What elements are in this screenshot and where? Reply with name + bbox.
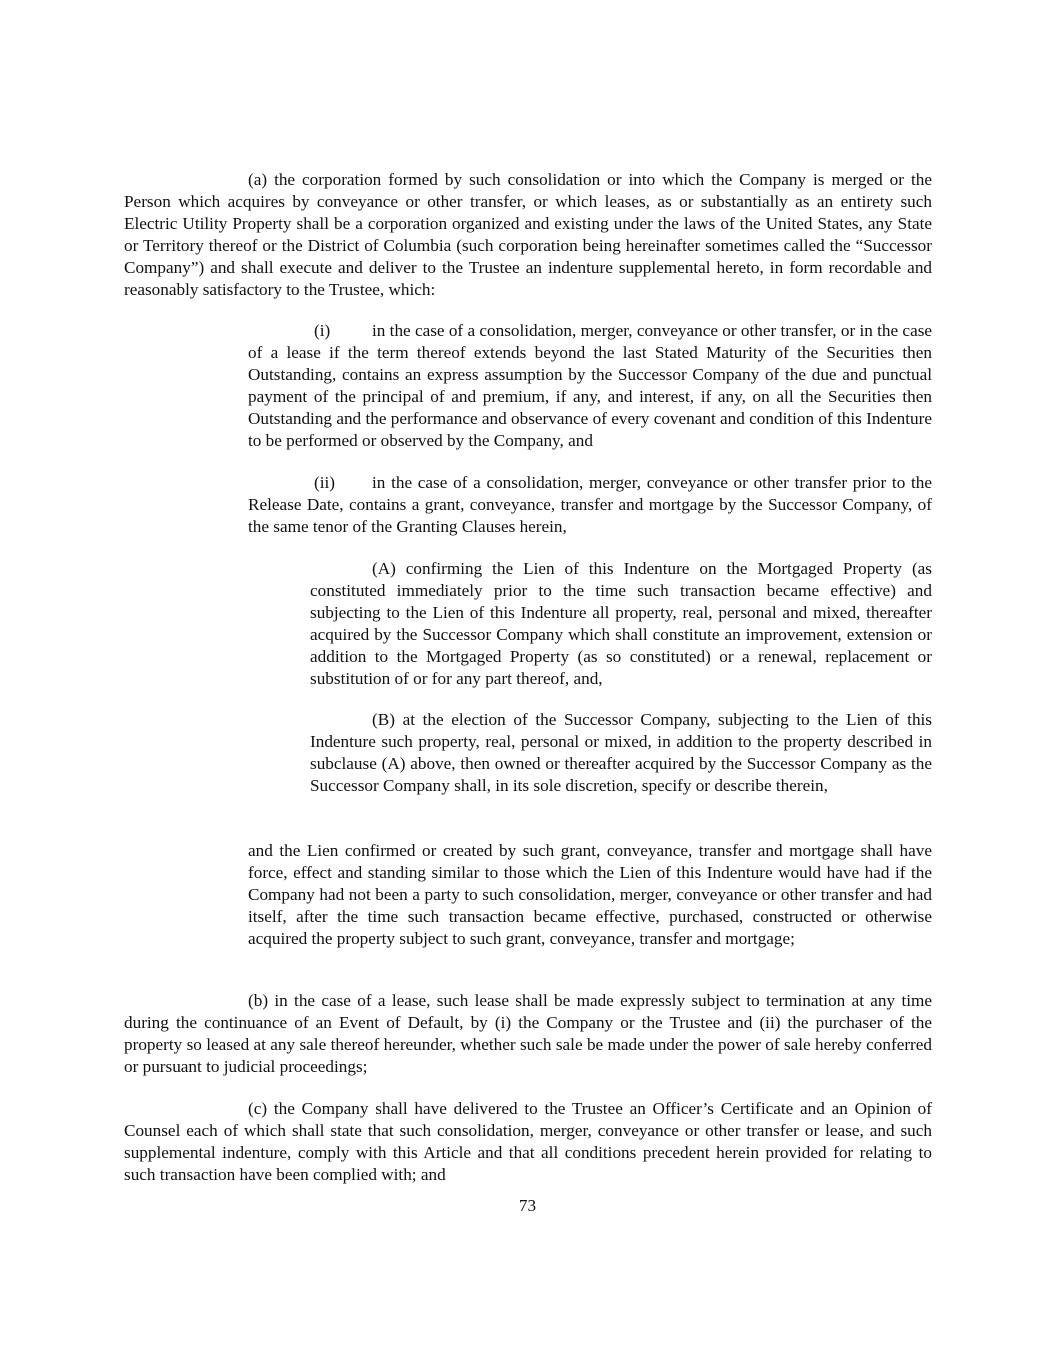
subclause-a: (A) confirming the Lien of this Indenture on the Mortgaged Property (as constituted immediately prior to the time such transaction became effective) and subjecting to the Lien of this Indenture all property, real, personal and mixed, thereafter acquired by the Successor Company which shall constitute an improvement, extension or addition to the Mortgaged Property (as so constituted) or a renewal, replacement or substitution of or for any part thereof, and, (310, 559, 932, 688)
page-number: 73 (518, 1196, 537, 1215)
lien-paragraph: and the Lien confirmed or created by such grant, conveyance, transfer and mortgage shall have force, effect and standing similar to those which the Lien of this Indenture would have had if the Company had not been a party to such consolidation, merger, conveyance or other transfer and had itself, after the time such transaction became effective, purchased, constructed or otherwise acquired the property subject to such grant, conveyance, transfer and mortgage; (248, 841, 932, 948)
clause-i (248, 320, 932, 452)
clause-ii-label: (ii) (314, 473, 335, 492)
clause-i-label: (i) (314, 321, 331, 340)
paragraph-c: (c) the Company shall have delivered to the Trustee an Officer’s Certificate and an Opinion of Counsel each of which shall state that such consolidation, merger, conveyance or other transfer or lease, and such supplemental indenture, comply with this Article and that all conditions precedent herein provided for relating to such transaction have been complied with; and (124, 1099, 932, 1184)
clause-i-text: in the case of a consolidation, merger, conveyance or other transfer, or in the case of a lease if the term thereof extends beyond the last Stated Maturity of the Securities then Outstanding, contains an express assumption by the Successor Company of the due and punctual payment of the principal of and premium, if any, and interest, if any, on all the Securities then Outstanding and the performance and observance of every covenant and condition of this Indenture to be performed or observed by the Company, and (248, 321, 933, 450)
clause-ii-text: in the case of a consolidation, merger, conveyance or other transfer prior to the Release Date, contains a grant, conveyance, transfer and mortgage by the Successor Company, of the same tenor of the Granting Clauses herein, (248, 473, 932, 536)
paragraph-a: (a) the corporation formed by such consolidation or into which the Company is merged or the Person which acquires by conveyance or other transfer, or which leases, as or substantially as an entirety such Electric Utility Property shall be a corporation organized and existing under the laws of the United States, any State or Territory thereof or the District of Columbia (such corporation being hereinafter sometimes called the “Successor Company”) and shall execute and deliver to the Trustee an indenture supplemental hereto, in form recordable and reasonably satisfactory to the Trustee, which: (124, 170, 932, 299)
paragraph-b: (b) in the case of a lease, such lease shall be made expressly subject to termination at any time during the continuance of an Event of Default, by (i) the Company or the Trustee and (ii) the purchaser of the property so leased at any sale thereof hereunder, whether such sale be made under the power of sale hereby conferred or pursuant to judicial proceedings; (124, 991, 932, 1076)
clause-ii (248, 472, 932, 538)
subclause-b: (B) at the election of the Successor Company, subjecting to the Lien of this Indenture such property, real, personal or mixed, in addition to the property described in subclause (A) above, then owned or thereafter acquired by the Successor Company as the Successor Company shall, in its sole discretion, specify or describe therein, (310, 710, 932, 795)
